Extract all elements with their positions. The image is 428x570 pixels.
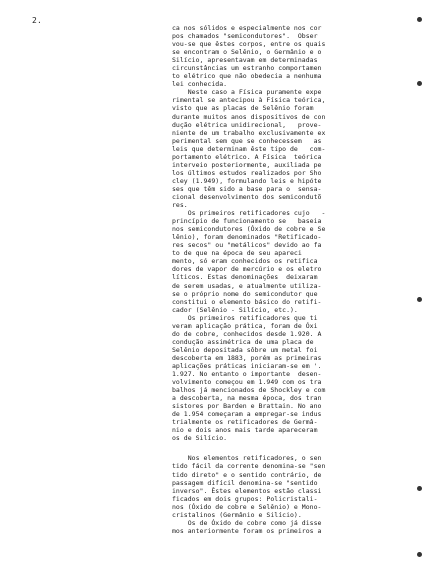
paragraph-1	[172, 24, 408, 88]
text-line: cador (Selênio - Silício, etc.).	[172, 305, 298, 314]
text-line: mos anteriormente foram os primeiros a	[172, 526, 322, 535]
text-line: pos chamados "semicondutores". Obser	[172, 32, 318, 41]
text-line: os de Silício.	[172, 434, 228, 443]
text-line: se o próprio nome do semicondutor que	[172, 289, 318, 298]
paragraph-2	[172, 88, 408, 209]
text-line: nos semicondutores (Óxido de cobre e Se	[172, 225, 326, 234]
text-line: portamento elétrico. A Física teórica	[172, 152, 322, 161]
scan-hole-mark	[417, 81, 422, 86]
scan-hole-mark	[417, 486, 422, 491]
text-line: tido fácil da corrente denomina-se "sen	[172, 462, 326, 471]
text-line: passagem difícil denomina-se "sentido	[172, 478, 318, 487]
paragraph-5	[172, 454, 408, 534]
text-line: Nos elementos retificadores, o sen	[172, 454, 322, 463]
text-line: durante muitos anos dispositivos de con	[172, 112, 326, 121]
text-line: Silício, apresentavam em determinadas	[172, 56, 318, 65]
text-line: Neste caso a Física puramente expe	[172, 88, 322, 97]
scan-hole-mark	[417, 17, 422, 22]
text-line: to de que na época de seu apareci	[172, 249, 302, 258]
text-line: perimental sem que se conhecessem as	[172, 136, 322, 145]
text-line: 1.927. No entanto o importante desen-	[172, 370, 322, 379]
text-line: cley (1.949), formulando leis e hipóte	[172, 176, 322, 185]
text-line: balhos já mencionados de Shockley e com	[172, 386, 326, 395]
text-line: dução elétrica unidirecional, prove-	[172, 120, 322, 129]
text-line: do de cobre, conhecidos desde 1.920. A	[172, 329, 322, 338]
body-text	[172, 24, 408, 535]
text-line: Os de Óxido de cobre como já disse	[172, 518, 322, 527]
text-line: vou-se que êstes corpos, entre os quais	[172, 40, 326, 49]
text-line: a descoberta, na mesma época, dos tran	[172, 394, 322, 403]
text-line: nos (Óxido de cobre e Selênio) e Mono-	[172, 502, 322, 511]
text-line: cional desenvolvimento dos semicondutõ	[172, 192, 322, 201]
text-line: se encontram o Selênio, o Germânio e o	[172, 48, 322, 57]
text-line: ca nos sólidos e especialmente nos cor	[172, 24, 322, 32]
text-line: los últimos estudos realizados por Sho	[172, 168, 322, 177]
text-line: niente de um trabalho exclusivamente ex	[172, 128, 326, 137]
text-line: de 1.954 começaram a empregar-se indus	[172, 410, 322, 419]
text-line: interveio posteriormente, auxiliada pe	[172, 160, 322, 169]
page-number: 2.	[32, 16, 43, 25]
text-line: veram aplicação prática, foram de Óxi	[172, 321, 318, 330]
text-line: princípio de funcionamento se baseia	[172, 217, 322, 226]
text-line: visto que as placas de Selênio foram	[172, 104, 314, 113]
text-line: to elétrico que não obedecia a nenhuma	[172, 72, 322, 81]
text-line: rimental se antecipou à Física teórica,	[172, 96, 326, 105]
text-line: volvimento começou em 1.949 com os tra	[172, 378, 322, 387]
text-line: sistores por Barden e Brattain. No ano	[172, 402, 322, 411]
text-line: Selênio depositada sôbre um metal foi	[172, 345, 318, 354]
scan-hole-mark	[417, 297, 422, 302]
text-line: cristalinos (Germânio e Silício).	[172, 510, 302, 519]
text-line: de serem usadas, e atualmente utiliza-	[172, 281, 322, 290]
text-line: nio e dois anos mais tarde apareceram	[172, 426, 318, 435]
text-line: ses que têm sido a base para o sensa-	[172, 184, 322, 193]
text-line: trialmente os retificadores de Germâ-	[172, 418, 318, 427]
text-line: lênio), foram denominados "Retificado-	[172, 233, 322, 242]
paragraph-3	[172, 209, 408, 314]
text-line: líticos. Estas denominações deixaram	[172, 273, 318, 282]
text-line: res.	[172, 201, 188, 210]
text-line: constitui o elemento básico do retifi-	[172, 297, 322, 306]
text-line: mento, só eram conhecidos os retifica	[172, 257, 318, 266]
paragraph-4	[172, 314, 408, 443]
text-line: lei conhecida.	[172, 80, 228, 89]
text-line: res secos" ou "metálicos" devido ao fa	[172, 241, 322, 250]
scan-hole-mark	[417, 552, 422, 557]
paragraph-gap	[172, 442, 408, 454]
text-line: dores de vapor de mercúrio e os eletro	[172, 265, 322, 274]
text-line: aplicações práticas iniciaram-se em '.	[172, 361, 322, 370]
text-line: condução assimétrica de uma placa de	[172, 337, 314, 346]
text-line: ficados em dois grupos: Policristali-	[172, 494, 318, 503]
text-line: leis que determinam êste tipo de com-	[172, 144, 326, 153]
text-line: Os primeiros retificadores que ti	[172, 313, 318, 322]
text-line: tido direto" e o sentido contrário, de	[172, 470, 322, 479]
text-line: descoberta em 1883, porém as primeiras	[172, 353, 322, 362]
text-line: Os primeiros retificadores cujo -	[172, 209, 326, 218]
text-line: circunstâncias um estranho comportamen	[172, 64, 322, 73]
text-line: inverso". Êstes elementos estão classi	[172, 486, 322, 495]
